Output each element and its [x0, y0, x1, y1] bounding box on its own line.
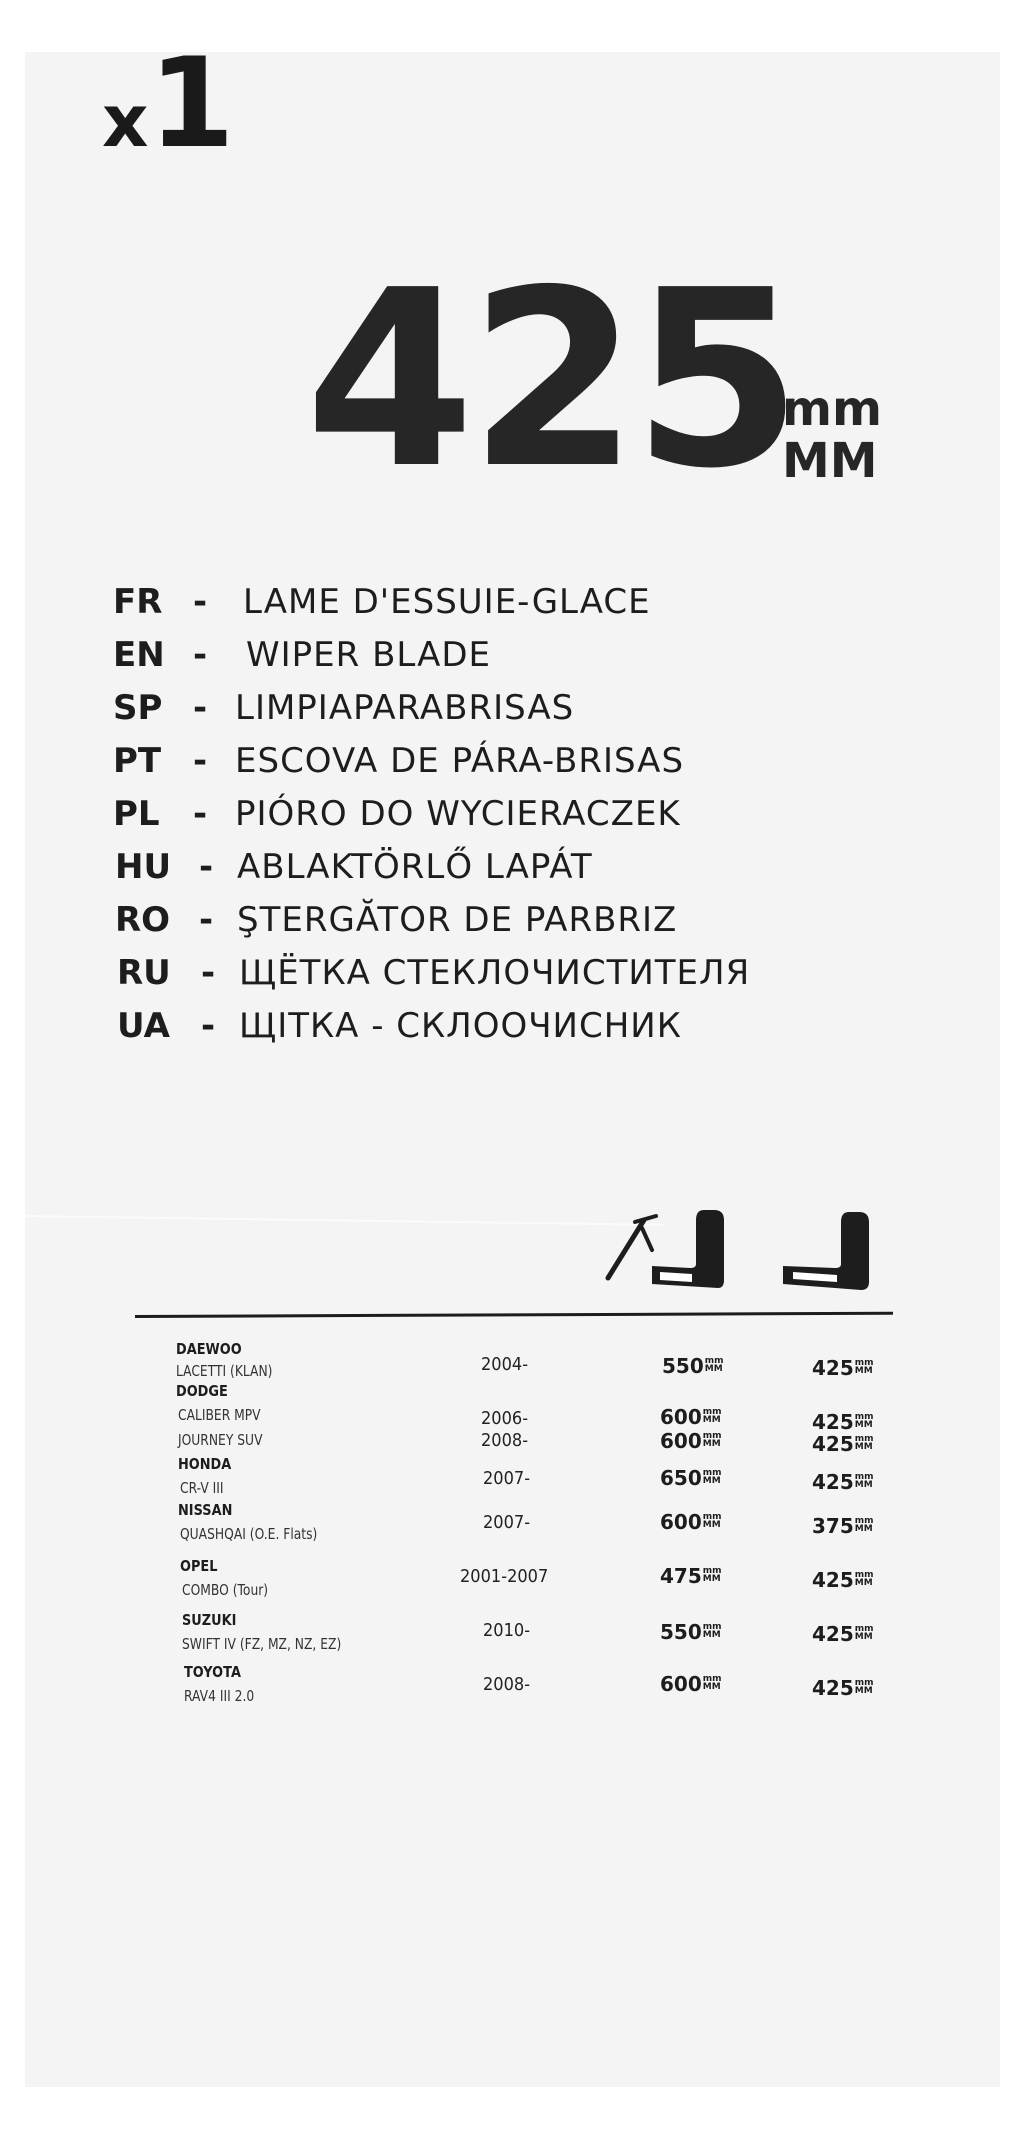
year-range: 2006- [481, 1408, 529, 1429]
make-label: DODGE [176, 1382, 228, 1400]
model-label: COMBO (Tour) [182, 1581, 269, 1599]
make-label: SUZUKI [182, 1611, 237, 1629]
lang-dash: - [201, 953, 216, 993]
passenger-blade-length: 425mm MM [812, 1676, 874, 1700]
model-label: QUASHQAI (O.E. Flats) [180, 1525, 318, 1543]
quantity-prefix: x [102, 79, 149, 163]
make-label: TOYOTA [184, 1663, 241, 1681]
model-label: CALIBER MPV [178, 1406, 261, 1424]
lang-dash: - [199, 900, 214, 940]
lang-text: ESCOVA DE PÁRA-BRISAS [235, 741, 685, 781]
lang-dash: - [199, 847, 214, 887]
make-label: HONDA [178, 1455, 232, 1473]
year-range: 2008- [483, 1674, 531, 1695]
driver-blade-length: 600mm MM [660, 1510, 722, 1534]
lang-code: PL [113, 794, 160, 834]
paper-crease [25, 1215, 665, 1226]
lang-code: EN [113, 635, 165, 675]
passenger-blade-length: 425mm MM [812, 1622, 874, 1646]
lang-dash: - [193, 688, 208, 728]
year-range: 2007- [483, 1512, 531, 1533]
lang-code: RO [115, 900, 171, 940]
year-range: 2001-2007 [460, 1566, 549, 1587]
lang-text: ЩІТКА - СКЛООЧИСНИК [239, 1006, 682, 1046]
passenger-blade-length: 425mm MM [812, 1432, 874, 1456]
blade-size-value: 425 [305, 238, 797, 522]
lang-text: LIMPIAPARABRISAS [235, 688, 575, 728]
lang-text: ABLAKTÖRLŐ LAPÁT [237, 847, 593, 887]
make-label: NISSAN [178, 1501, 233, 1519]
model-label: LACETTI (KLAN) [176, 1362, 273, 1380]
lang-text: PIÓRO DO WYCIERACZEK [235, 794, 681, 834]
driver-blade-length: 600mm MM [660, 1429, 722, 1453]
lang-text: LAME D'ESSUIE-GLACE [243, 582, 651, 622]
quantity-count: 1 [148, 32, 231, 176]
passenger-blade-length: 425mm MM [812, 1568, 874, 1592]
driver-blade-length: 550mm MM [662, 1354, 724, 1378]
model-label: SWIFT IV (FZ, MZ, NZ, EZ) [182, 1635, 342, 1653]
year-range: 2007- [483, 1468, 531, 1489]
passenger-blade-length: 425mm MM [812, 1356, 874, 1380]
make-label: OPEL [180, 1557, 218, 1575]
lang-code: UA [117, 1006, 170, 1046]
driver-blade-length: 600mm MM [660, 1405, 722, 1429]
driver-blade-length: 600mm MM [660, 1672, 722, 1696]
make-label: DAEWOO [176, 1340, 242, 1358]
quantity-indicator [102, 32, 231, 176]
lang-code: RU [117, 953, 171, 993]
model-label: JOURNEY SUV [178, 1431, 263, 1449]
lang-dash: - [193, 794, 208, 834]
driver-blade-length: 550mm MM [660, 1620, 722, 1644]
passenger-seat-icon [775, 1210, 905, 1298]
passenger-blade-length: 425mm MM [812, 1410, 874, 1434]
driver-seat-with-steering-wheel-icon [600, 1208, 730, 1298]
lang-dash: - [201, 1006, 216, 1046]
lang-text: WIPER BLADE [246, 635, 492, 675]
lang-text: ЩЁТКА СТЕКЛОЧИСТИТЕЛЯ [239, 953, 751, 993]
model-label: RAV4 III 2.0 [184, 1687, 255, 1705]
unit-lower: mm [782, 381, 883, 437]
lang-code: HU [115, 847, 172, 887]
driver-blade-length: 650mm MM [660, 1466, 722, 1490]
lang-code: FR [113, 582, 163, 622]
lang-dash: - [193, 741, 208, 781]
model-label: CR-V III [180, 1479, 224, 1497]
lang-dash: - [193, 635, 208, 675]
blade-size-unit [782, 383, 882, 487]
lang-text: ŞTERGĂTOR DE PARBRIZ [237, 900, 678, 940]
driver-blade-length: 475mm MM [660, 1564, 722, 1588]
passenger-blade-length: 375mm MM [812, 1514, 874, 1538]
lang-code: PT [113, 741, 162, 781]
lang-dash: - [193, 582, 208, 622]
year-range: 2008- [481, 1430, 529, 1451]
passenger-blade-length: 425mm MM [812, 1470, 874, 1494]
lang-code: SP [113, 688, 163, 728]
year-range: 2010- [483, 1620, 531, 1641]
year-range: 2004- [481, 1354, 529, 1375]
unit-upper: MM [782, 433, 878, 489]
